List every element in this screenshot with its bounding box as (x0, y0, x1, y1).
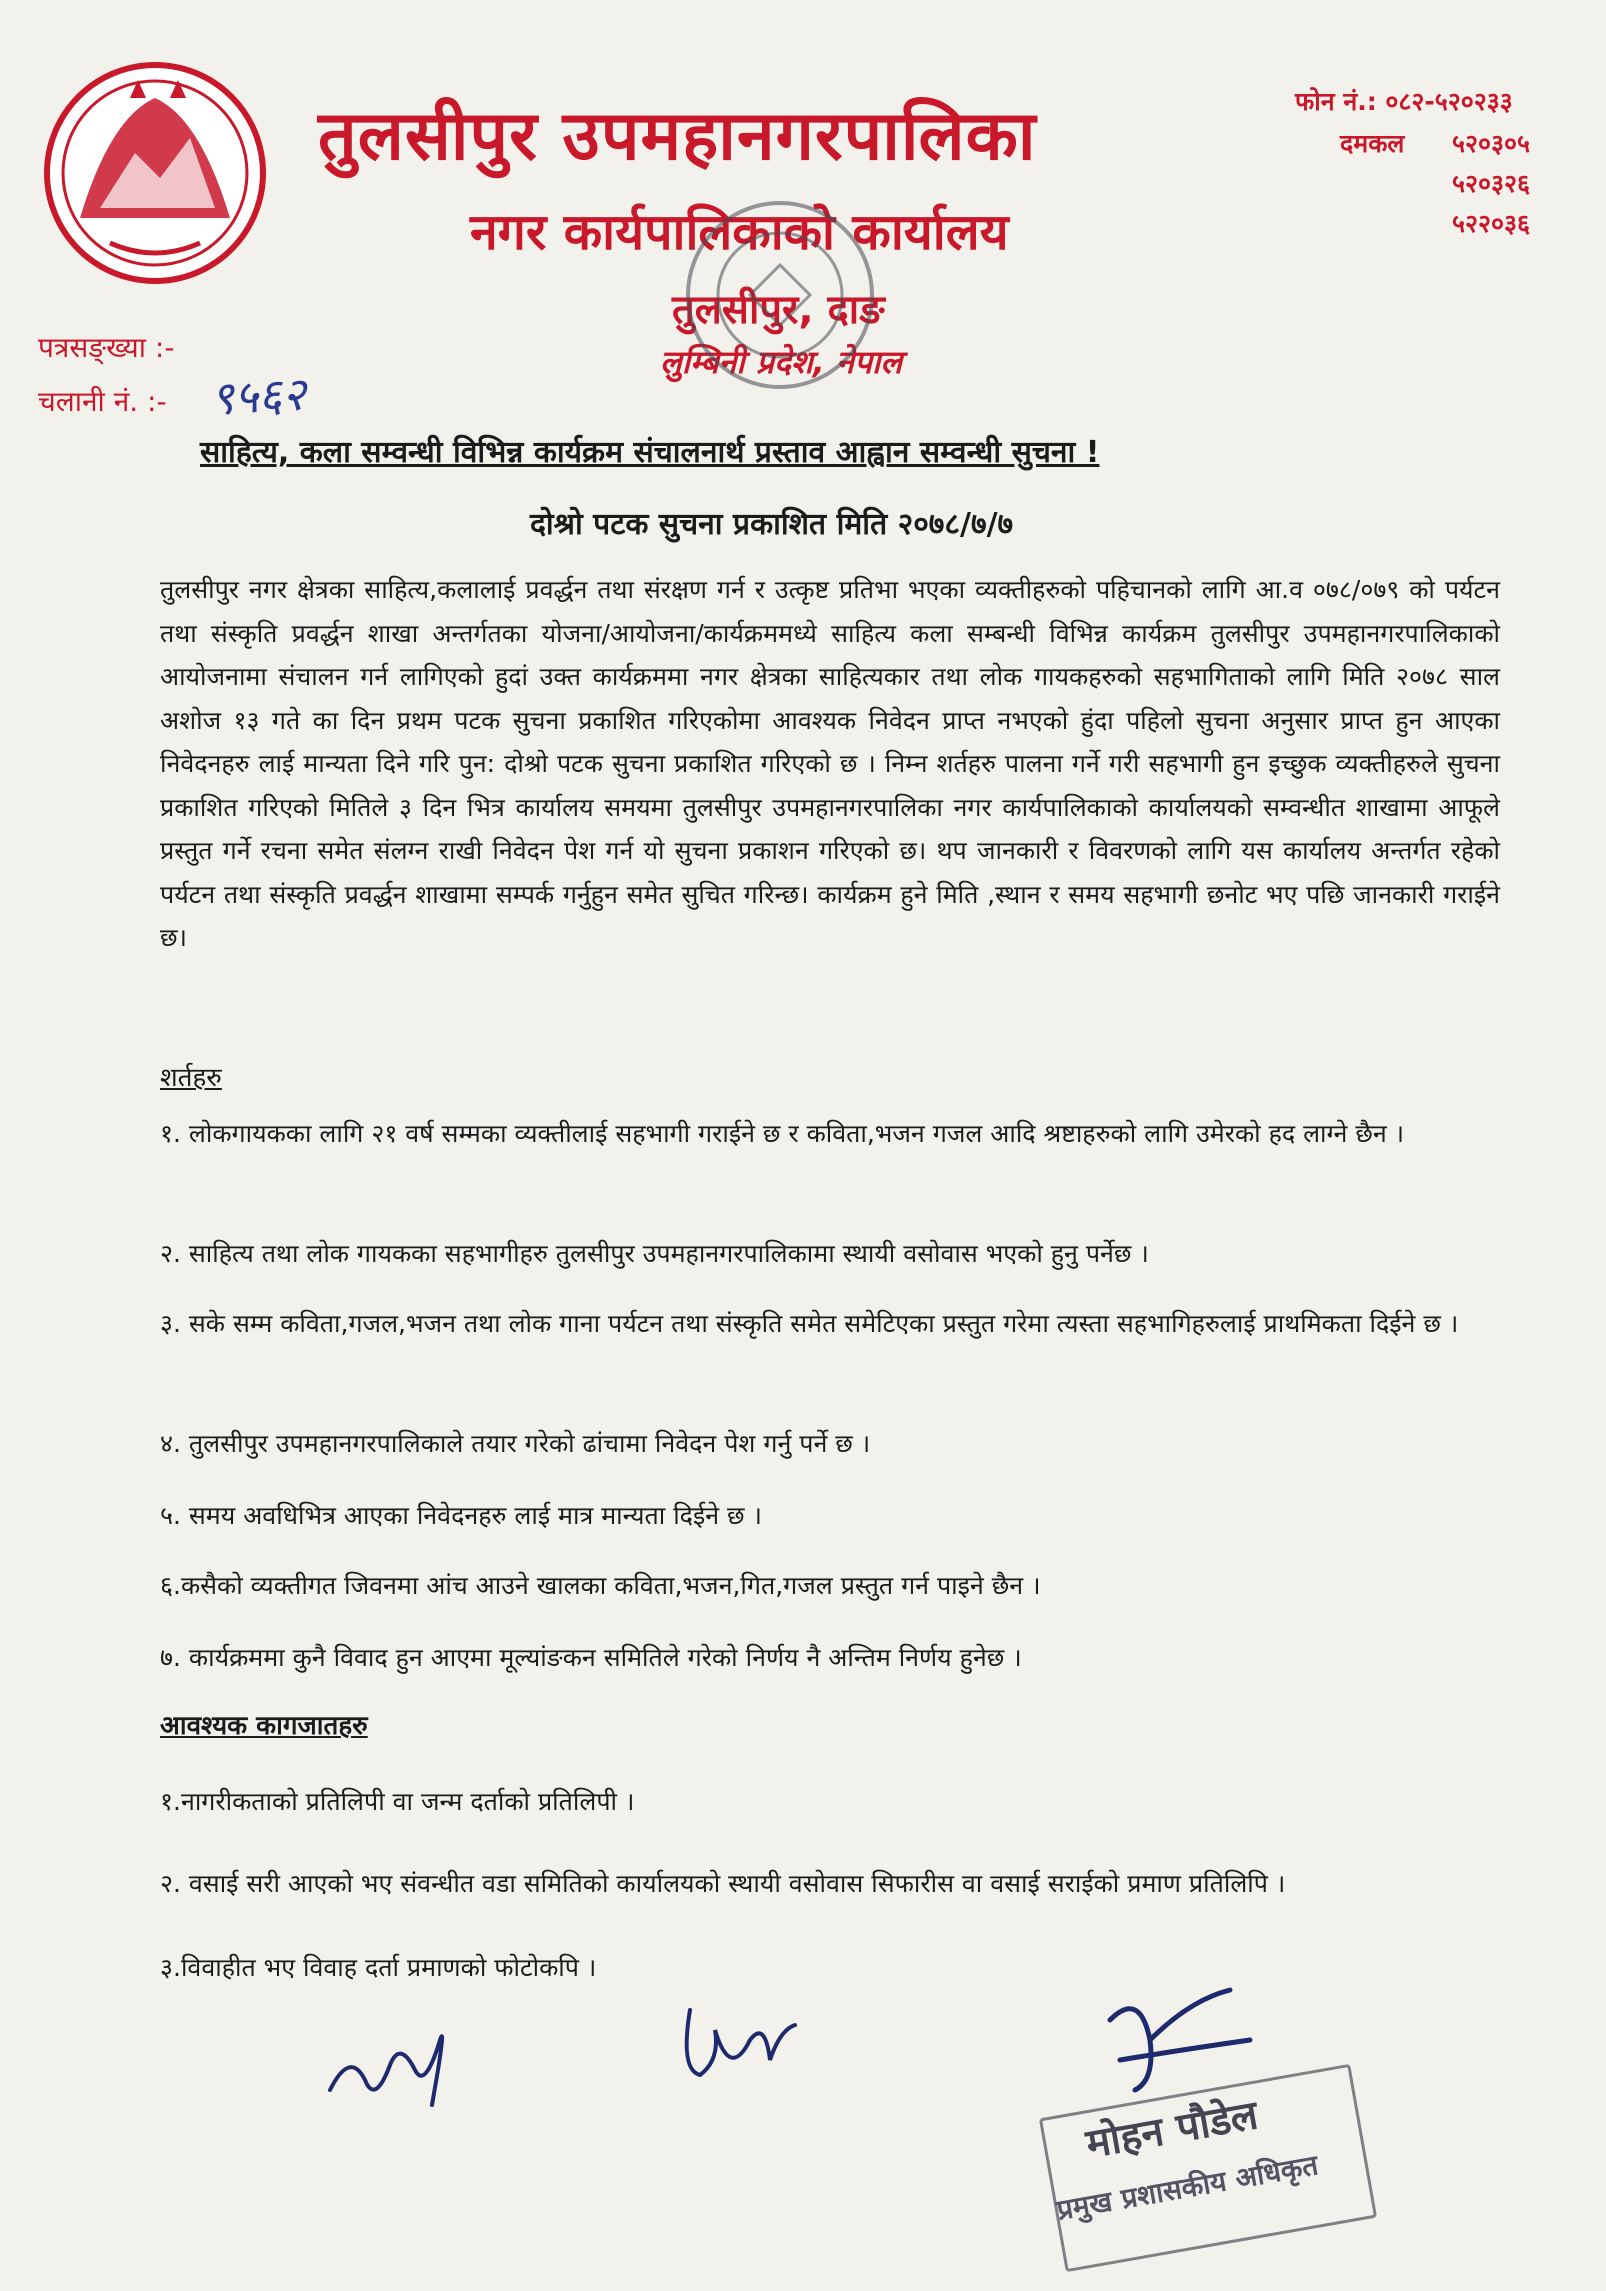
phone-main: ०८२-५२०२३३ (1385, 87, 1513, 116)
condition-item-6: ६.कसैको व्यक्तीगत जिवनमा आंच आउने खालका कविता,भजन,गित,गजल प्रस्तुत गर्न पाइने छैन । (160, 1571, 1041, 1600)
officer-name: मोहन पौडेल (1082, 2092, 1262, 2168)
dispatch-number-label: चलानी नं. :- (38, 385, 167, 418)
phone-number-2: ५२०३०५ (1452, 129, 1531, 158)
province-title: लुम्बिनी प्रदेश, नेपाल (660, 343, 903, 381)
document-item-2: २. वसाई सरी आएको भए संवन्धीत वडा समितिको कार्यालयको स्थायी वसोवास सिफारीस वा वसाई सराईको प्रमाण प्रतिलिपि । (160, 1869, 1286, 1898)
phone-label (1295, 84, 1513, 118)
letter-number-label: पत्रसङ्ख्या :- (38, 331, 175, 364)
office-title: नगर कार्यपालिकाको कार्यालय (470, 203, 1009, 261)
phone-number-4: ५२२०३६ (1452, 209, 1531, 238)
office-stamp-icon (680, 190, 880, 400)
signature-2-icon (670, 1990, 810, 2100)
publish-date: दोश्रो पटक सुचना प्रकाशित मिति २०७८/७/७ (530, 507, 1014, 542)
fire-brigade-label: दमकल (1340, 129, 1405, 158)
signature-1-icon (320, 2010, 480, 2120)
municipality-title: तुलसीपुर उपमहानगरपालिका (318, 97, 1037, 176)
condition-item-2: २. साहित्य तथा लोक गायकका सहभागीहरु तुलसीपुर उपमहानगरपालिकामा स्थायी वसोवास भएको हुनु पर्नेछ । (160, 1239, 1149, 1268)
condition-item-4: ४. तुलसीपुर उपमहानगरपालिकाले तयार गरेको ढांचामा निवेदन पेश गर्नु पर्ने छ । (160, 1429, 871, 1458)
dispatch-number-handwritten: ९५६२ (208, 366, 308, 426)
condition-item-3: ३. सके सम्म कविता,गजल,भजन तथा लोक गाना पर्यटन तथा संस्कृति समेत समेटिएका प्रस्तुत गरेमा त्यस्ता सहभागिहरुलाई प्राथमिकता दिईने छ । (160, 1309, 1459, 1338)
documents-heading: आवश्यक कागजातहरु (160, 1711, 368, 1741)
location-title: तुलसीपुर, दाङ (672, 287, 885, 333)
condition-item-1: १. लोकगायकका लागि २१ वर्ष सम्मका व्यक्तीलाई सहभागी गराईने छ र कविता,भजन गजल आदि श्रष्टाहरुको लागि उमेरको हद लाग्ने छैन । (160, 1119, 1405, 1148)
notice-body: तुलसीपुर नगर क्षेत्रका साहित्य,कलालाई प्रवर्द्धन तथा संरक्षण गर्न र उत्कृष्ट प्रतिभा भएका व्यक्तीहरुको पहिचानको लागि आ.व ०७८/०७९ को पर्यटन तथा संस्कृति प्रवर्द्धन शाखा अन्तर्गतका योजना/आयोजना/कार्यक्रममध्ये साहित्य कला सम्बन्धी विभिन्न कार्यक्रम तुलसीपुर उपमहानगरपालिकाको आयोजनामा संचालन गर्न लागिएको हुदां उक्त कार्यक्रममा नगर क्षेत्रका साहित्यकार तथा लोक गायकहरुको सहभागिताको लागि मिति २०७८ साल अशोज १३ गते का दिन प्रथम पटक सुचना प्रकाशित गरिएकोमा आवश्यक निवेदन प्राप्त नभएको हुंदा पहिलो सुचना अनुसार प्राप्त हुन आएका निवेदनहरु लाई मान्यता दिने गरि पुन: दोश्रो पटक सुचना प्रकाशित गरिएको छ । निम्न शर्तहरु पालना गर्ने गरी सहभागी हुन इच्छुक व्यक्तीहरुले सुचना प्रकाशित गरिएको मितिले ३ दिन भित्र कार्यालय समयमा तुलसीपुर उपमहानगरपालिका नगर कार्यपालिकाको कार्यालयको सम्वन्धीत शाखामा आफूले प्रस्तुत गर्ने रचना समेत संलग्न राखी निवेदन पेश गर्न यो सुचना प्रकाशन गरिएको छ। थप जानकारी र विवरणको लागि यस कार्यालय अन्तर्गत रहेको पर्यटन तथा संस्कृति प्रवर्द्धन शाखामा सम्पर्क गर्नुहुन समेत सुचित गरिन्छ। कार्यक्रम हुने मिति ,स्थान र समय सहभागी छनोट भए पछि जानकारी गराईने छ। (160, 575, 1500, 952)
condition-item-7: ७. कार्यक्रममा कुनै विवाद हुन आएमा मूल्यांङकन समितिले गरेको निर्णय नै अन्तिम निर्णय हुनेछ । (160, 1643, 1022, 1672)
phone-label-text: फोन नं.: (1295, 87, 1377, 116)
conditions-heading: शर्तहरु (160, 1063, 222, 1093)
condition-item-5: ५. समय अवधिभित्र आएका निवेदनहरु लाई मात्र मान्यता दिईने छ । (160, 1501, 762, 1530)
officer-title: प्रमुख प्रशासकीय अधिकृत (1054, 2148, 1321, 2227)
municipality-emblem-icon (40, 58, 270, 288)
document-item-1: १.नागरीकताको प्रतिलिपी वा जन्म दर्ताको प्रतिलिपी । (160, 1787, 635, 1816)
notice-subject: साहित्य, कला सम्वन्धी विभिन्न कार्यक्रम संचालनार्थ प्रस्ताव आह्वान सम्वन्धी सुचना ! (200, 435, 1100, 470)
phone-number-3: ५२०३२६ (1452, 169, 1531, 198)
document-item-3: ३.विवाहीत भए विवाह दर्ता प्रमाणको फोटोकपि । (160, 1953, 597, 1982)
